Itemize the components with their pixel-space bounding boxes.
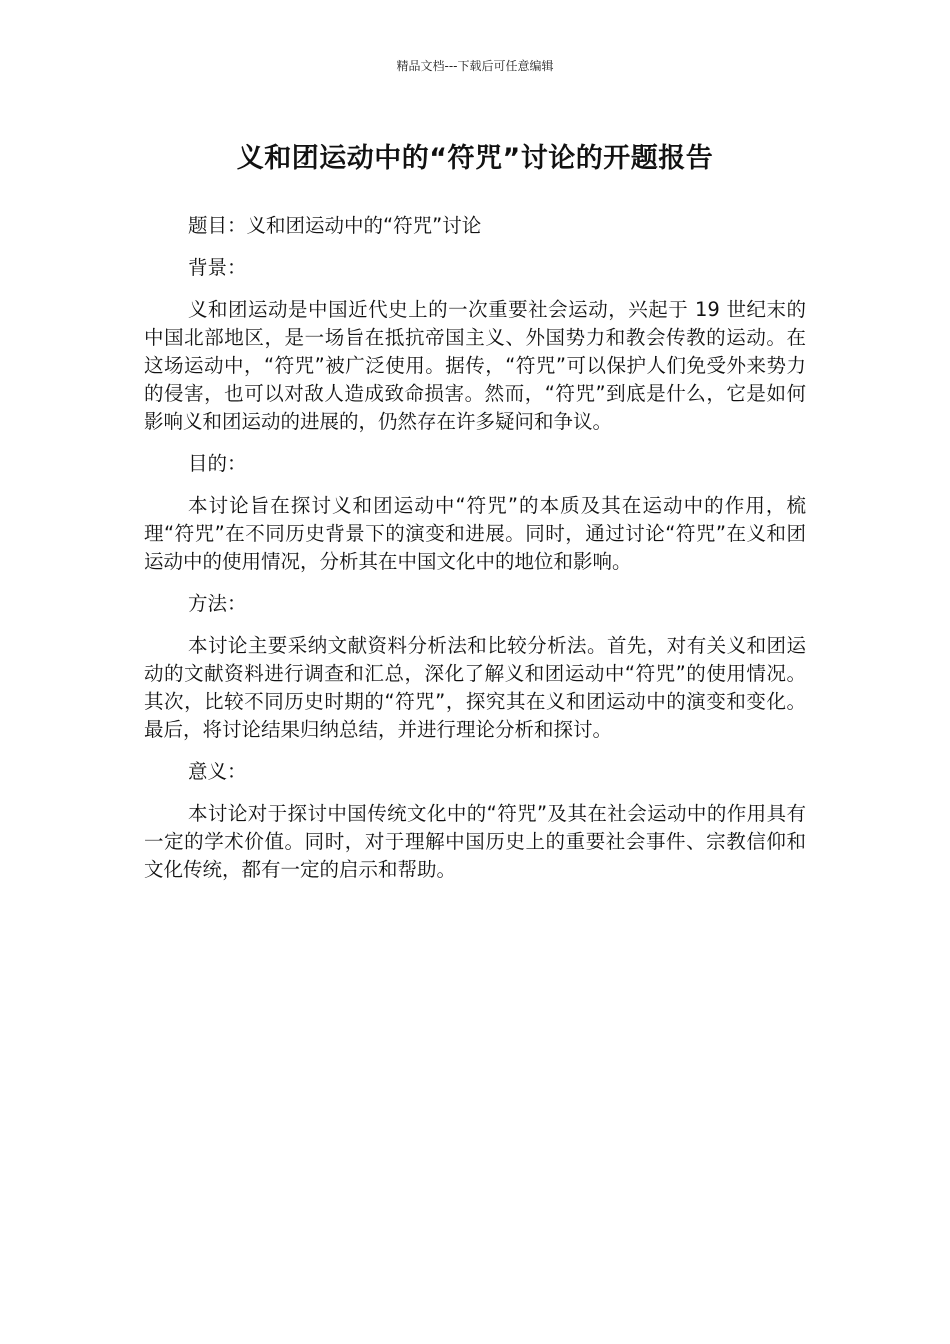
purpose-paragraph: 本讨论旨在探讨义和团运动中“符咒”的本质及其在运动中的作用，梳理“符咒”在不同历史背景下的演变和进展。同时，通过讨论“符咒”在义和团运动中的使用情况，分析其在中国文化中的地位和影响。 [144, 494, 806, 573]
background-heading: 背景： [188, 256, 247, 279]
topic-line: 题目：义和团运动中的“符咒”讨论 [188, 214, 482, 237]
significance-heading: 意义： [188, 760, 247, 783]
document-title: 义和团运动中的“符咒”讨论的开题报告 [236, 143, 714, 174]
significance-paragraph: 本讨论对于探讨中国传统文化中的“符咒”及其在社会运动中的作用具有一定的学术价值。同时，对于理解中国历史上的重要社会事件、宗教信仰和文化传统，都有一定的启示和帮助。 [144, 802, 806, 881]
document-body [144, 212, 806, 898]
method-heading: 方法： [188, 592, 247, 615]
background-paragraph: 义和团运动是中国近代史上的一次重要社会运动，兴起于 19 世纪末的中国北部地区，是一场旨在抵抗帝国主义、外国势力和教会传教的运动。在这场运动中，“符咒”被广泛使用。据传，“符咒”可以保护人们免受外来势力的侵害，也可以对敌人造成致命损害。然而，“符咒”到底是什么，它是如何影响义和团运动的进展的，仍然存在许多疑问和争议。 [144, 298, 806, 433]
method-paragraph: 本讨论主要采纳文献资料分析法和比较分析法。首先，对有关义和团运动的文献资料进行调查和汇总，深化了解义和团运动中“符咒”的使用情况。其次，比较不同历史时期的“符咒”，探究其在义和团运动中的演变和变化。最后，将讨论结果归纳总结，并进行理论分析和探讨。 [144, 634, 806, 741]
purpose-heading: 目的： [188, 452, 247, 475]
page-header: 精品文档---下载后可任意编辑 [396, 59, 554, 73]
